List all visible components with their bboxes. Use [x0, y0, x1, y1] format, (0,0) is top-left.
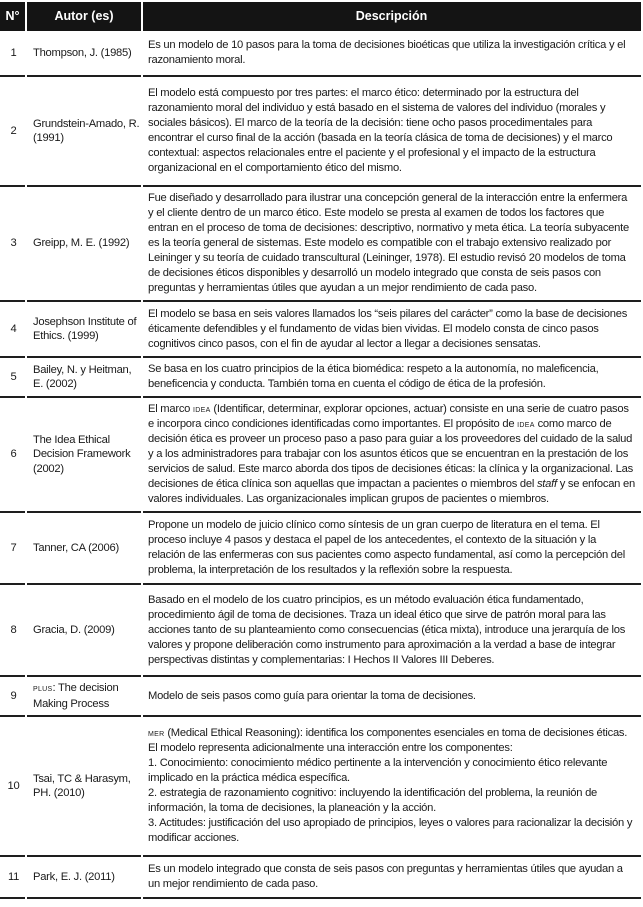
row-description: El modelo está compuesto por tres partes: el marco ético: determinado por la estructura del razonamiento moral del individuo y está basado en el sistema de valores del individuo (morales y sociales básicos). El marco de la teoría de la decisión: tiene ocho pasos procedimentales para encontrar el curso final de la acción (basada en la teoría clásica de toma de decisiones) y el marco contextual: aspectos relacionales entre el paciente y el profesional y el impacto de la estructura organizacional en el comportamiento ético del mismo.: [148, 87, 613, 174]
table-row: [0, 398, 641, 511]
row-author: Gracia, D. (2009): [33, 623, 115, 636]
row-number: 4: [10, 322, 17, 335]
header-description: Descripción: [355, 9, 428, 23]
row-author: Greipp, M. E. (1992): [33, 237, 130, 250]
row-divider: [0, 897, 641, 899]
acronym-idea: idea: [193, 404, 211, 415]
header-author: Autor (es): [27, 2, 143, 31]
table-row: [0, 31, 641, 75]
table-row: [0, 77, 641, 185]
row-number: 6: [10, 448, 17, 460]
row-author: The Idea Ethical Decision Framework (2002): [33, 433, 131, 475]
row-number: 7: [10, 541, 17, 554]
row-author: Tsai, TC & Harasym, PH. (2010): [33, 772, 131, 799]
row-description: Es un modelo de 10 pasos para la toma de decisiones bioéticas que utiliza la investigación crítica y el razonamiento moral.: [148, 39, 626, 66]
acronym-plus: plus: [33, 683, 53, 694]
row-number: 8: [10, 623, 17, 636]
table-row: [0, 585, 641, 675]
row-number: 3: [10, 237, 17, 249]
table-row: [0, 857, 641, 897]
row-author: plus: The decision Making Process: [33, 682, 119, 710]
row-description: El modelo se basa en seis valores llamados los “seis pilares del carácter” como la base de decisiones éticamente defendibles y el fundamento de vidas bien vividas. El modelo consta de cinco pasos cognitivos cinco pasos, con el fin de ayudar al lector a llegar a decisiones sensatas.: [148, 307, 628, 350]
header-number: N°: [0, 2, 27, 31]
row-number: 11: [7, 870, 20, 883]
table-header: [0, 2, 641, 31]
row-author: Thompson, J. (1985): [33, 46, 132, 59]
table-row: [0, 513, 641, 583]
row-author: Bailey, N. y Heitman, E. (2002): [33, 363, 132, 390]
acronym-mer: mer: [148, 728, 165, 739]
acronym-idea: idea: [517, 419, 535, 430]
row-number: 5: [10, 370, 17, 383]
row-author: Park, E. J. (2011): [33, 870, 115, 883]
row-number: 2: [10, 124, 17, 137]
row-number: 1: [10, 46, 17, 59]
table-row: [0, 187, 641, 300]
ethical-decision-models-table: [0, 2, 641, 899]
row-author: Tanner, CA (2006): [33, 541, 119, 554]
row-number: 9: [10, 689, 17, 702]
row-author: Josephson Institute of Ethics. (1999): [33, 315, 137, 342]
row-description: Es un modelo integrado que consta de seis pasos con preguntas y herramientas útiles que ayudan a un mejor rendimiento de cada paso.: [148, 863, 623, 890]
row-description: mer (Medical Ethical Reasoning): identifica los componentes esenciales en toma de decisiones éticas. El modelo representa adicionalmente una interacción entre los componentes: 1. Conocimiento: conocimiento médico pertinente a la intervención y conocimiento ético relevante implicado en la práctica médica específica. 2. estrategia de razonamiento cognitivo: incluyendo la identificación del problema, la reunión de información, la toma de decisiones, la planeación y la acción. 3. Actitudes: justificación del uso apropiado de principios, leyes o valores para racionalizar la decisión y modificar acciones.: [148, 727, 633, 844]
table-row: [0, 677, 641, 715]
row-description: Basado en el modelo de los cuatro principios, es un método evaluación ética fundamentado, procedimiento ágil de toma de decisiones. Traza un ideal ético que sirve de patrón moral para las acciones tanto de su planteamiento como consecuencias (ética mixta), introduce una jerarquía de los valores y propone deliberación como instrumento para aproximación a la verdad a base de integrar perspectivas distintas y complementarias: I Hechos II Valores III Deberes.: [148, 593, 626, 666]
row-description: Fue diseñado y desarrollado para ilustrar una concepción general de la interacción entre la enfermera y el cliente dentro de un marco ético. Este modelo se presta al examen de todos los factores que entran en el proceso de toma de decisiones: descriptivo, normativo y meta ética. La teoría subyacente es la teoría general de sistemas. Este modelo es compatible con el trabajo extensivo realizado por Leininger y su teoría de cuidado transcultural (Leininger, 1978). El estudio revisó 20 modelos de toma de decisiones éticos disponibles y desarrolló un modelo integrado que consta de seis pasos con preguntas y herramientas útiles que ayudan a un mejor rendimiento de cada paso.: [148, 192, 629, 294]
row-description: El marco idea (Identificar, determinar, explorar opciones, actuar) consiste en una serie de cuatro pasos e incorpora cinco condiciones identificadas como importantes. El propósito de idea como marco de decisión ética es proveer un proceso paso a paso para guiar a los proveedores del cuidado de la salud y a los administradores para trabajar con los asuntos éticos que se encuentran en la prestación de los servicios de salud. Este marco aborda dos tipos de decisiones éticas: la clínica y la organizacional. Las decisiones de ética clínica son aquellas que impactan a pacientes o miembros del staff y se enfocan en valores individuales. Las organizacionales implican grupos de pacientes o miembros.: [148, 403, 635, 505]
row-description: Modelo de seis pasos como guía para orientar la toma de decisiones.: [148, 689, 476, 702]
table-row: [0, 358, 641, 396]
row-number: 10: [7, 779, 20, 792]
row-description: Propone un modelo de juicio clínico como síntesis de un gran cuerpo de literatura en el tema. El proceso incluye 4 pasos y destaca el papel de los antecedentes, el contexto de la situación y la relación de las enfermeras con sus pacientes como aspecto fundamental, así como la percepción del problema, la interpretación de los resultados y la reflexión sobre la respuesta.: [148, 519, 625, 576]
table-row: [0, 302, 641, 356]
row-author: Grundstein-Amado, R. (1991): [33, 117, 140, 144]
row-description: Se basa en los cuatro principios de la ética biomédica: respeto a la autonomía, no maleficencia, beneficencia y conducta. También toma en cuenta el código de ética de la profesión.: [148, 363, 599, 390]
table-row: [0, 717, 641, 855]
